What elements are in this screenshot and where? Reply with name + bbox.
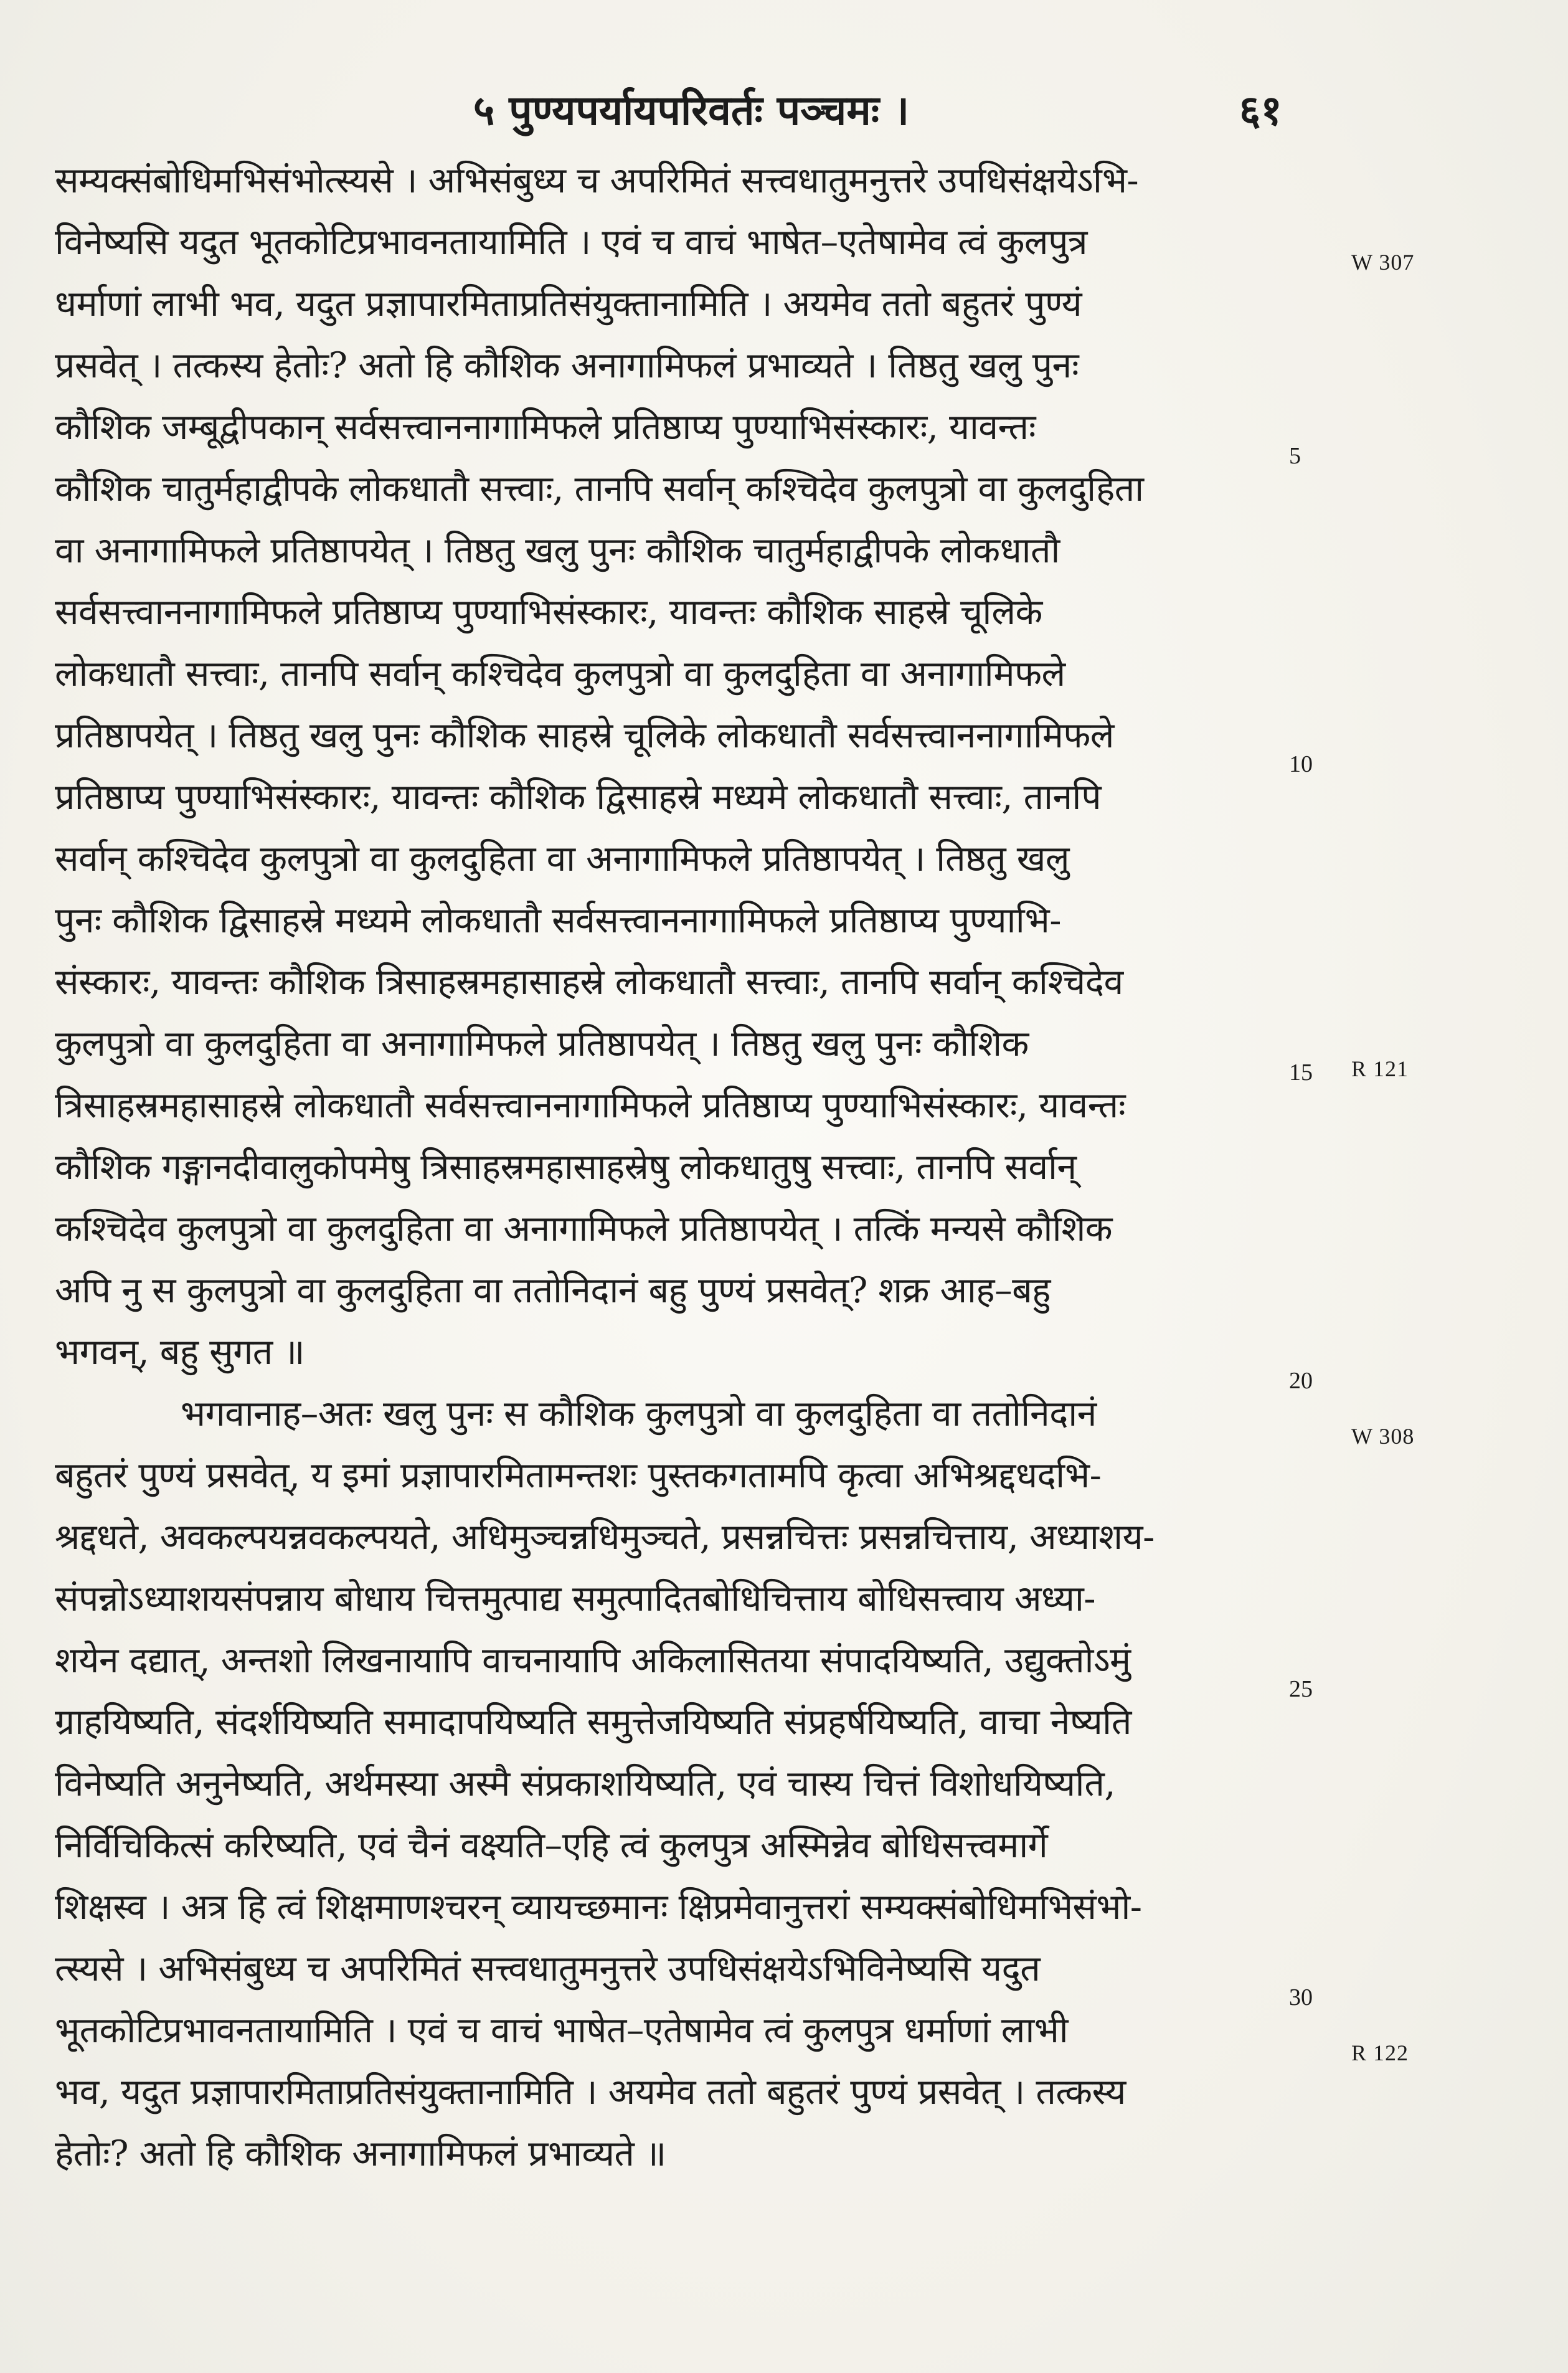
- text-line: हेतोः? अतो हि कौशिक अनागामिफलं प्रभाव्यते ॥: [55, 2133, 666, 2174]
- text-line: ग्राहयिष्यति, संदर्शयिष्यति समादापयिष्यति समुत्तेजयिष्यति संप्रहर्षयिष्यति, वाचा नेष्यति: [55, 1702, 1131, 1743]
- margin-ref: R 121: [1351, 1056, 1409, 1081]
- text-line: भूतकोटिप्रभावनतायामिति । एवं च वाचं भाषेत–एतेषामेव त्वं कुलपुत्र धर्माणां लाभी: [55, 2010, 1069, 2051]
- text-line: संपन्नोऽध्याशयसंपन्नाय बोधाय चित्तमुत्पाद्य समुत्पादितबोधिचित्ताय बोधिसत्त्वाय अध्या-: [55, 1578, 1096, 1619]
- line-number: 25: [1289, 1676, 1313, 1702]
- text-line: कौशिक जम्बूद्वीपकान् सर्वसत्त्वाननागामिफले प्रतिष्ठाप्य पुण्याभिसंस्कारः, यावन्तः: [55, 407, 1036, 448]
- line-number: 10: [1289, 751, 1313, 777]
- text-line: त्स्यसे । अभिसंबुध्य च अपरिमितं सत्त्वधातुमनुत्तरे उपधिसंक्षयेऽभिविनेष्यसि यदुत: [55, 1948, 1041, 1989]
- text-line: वा अनागामिफले प्रतिष्ठापयेत् । तिष्ठतु खलु पुनः कौशिक चातुर्महाद्वीपके लोकधातौ: [55, 530, 1060, 571]
- chapter-title: ५ पुण्यपर्यायपरिवर्तः पञ्चमः ।: [473, 86, 910, 135]
- text-line: बहुतरं पुण्यं प्रसवेत्, य इमां प्रज्ञापारमितामन्तशः पुस्तकगतामपि कृत्वा अभिश्रद्दधदभि-: [55, 1455, 1102, 1496]
- text-line: निर्विचिकित्सं करिष्यति, एवं चैनं वक्ष्यति–एहि त्वं कुलपुत्र अस्मिन्नेव बोधिसत्त्वमार्गे: [55, 1825, 1048, 1866]
- line-number: 20: [1289, 1368, 1313, 1394]
- text-line: त्रिसाहस्रमहासाहस्रे लोकधातौ सर्वसत्त्वाननागामिफले प्रतिष्ठाप्य पुण्याभिसंस्कारः, यावन्तः: [55, 1085, 1126, 1126]
- text-line: सर्वान् कश्चिदेव कुलपुत्रो वा कुलदुहिता वा अनागामिफले प्रतिष्ठापयेत् । तिष्ठतु खलु: [55, 838, 1070, 879]
- margin-ref: R 122: [1351, 2040, 1409, 2065]
- margin-ref: W 307: [1351, 250, 1415, 275]
- text-line: कुलपुत्रो वा कुलदुहिता वा अनागामिफले प्रतिष्ठापयेत् । तिष्ठतु खलु पुनः कौशिक: [55, 1023, 1029, 1064]
- text-line: विनेष्यति अनुनेष्यति, अर्थमस्या अस्मै संप्रकाशयिष्यति, एवं चास्य चित्तं विशोधयिष्यति,: [55, 1763, 1115, 1804]
- text-line: शयेन दद्यात्, अन्तशो लिखनायापि वाचनायापि अकिलासितया संपादयिष्यति, उद्युक्तोऽमुं: [55, 1640, 1131, 1681]
- text-line: सर्वसत्त्वाननागामिफले प्रतिष्ठाप्य पुण्याभिसंस्कारः, यावन्तः कौशिक साहस्रे चूलिके: [55, 592, 1042, 633]
- text-line: कौशिक चातुर्महाद्वीपके लोकधातौ सत्त्वाः, तानपि सर्वान् कश्चिदेव कुलपुत्रो वा कुलदुहिता: [55, 468, 1144, 509]
- text-line: भगवन्, बहु सुगत ॥: [55, 1332, 305, 1373]
- text-line: लोकधातौ सत्त्वाः, तानपि सर्वान् कश्चिदेव कुलपुत्रो वा कुलदुहिता वा अनागामिफले: [55, 653, 1065, 694]
- text-line: श्रद्दधते, अवकल्पयन्नवकल्पयते, अधिमुञ्चन्नधिमुञ्चते, प्रसन्नचित्तः प्रसन्नचित्ताय, अध्याशय-: [55, 1517, 1155, 1558]
- line-number: 5: [1289, 443, 1301, 469]
- page-number: ६१: [1239, 86, 1282, 135]
- margin-ref: W 308: [1351, 1424, 1415, 1449]
- text-line: कौशिक गङ्गानदीवालुकोपमेषु त्रिसाहस्रमहासाहस्रेषु लोकधातुषु सत्त्वाः, तानपि सर्वान्: [55, 1147, 1077, 1188]
- running-header: [0, 75, 1568, 137]
- text-line: पुनः कौशिक द्विसाहस्रे मध्यमे लोकधातौ सर्वसत्त्वाननागामिफले प्रतिष्ठाप्य पुण्याभि-: [55, 900, 1061, 941]
- text-line: भव, यदुत प्रज्ञापारमिताप्रतिसंयुक्तानामिति । अयमेव ततो बहुतरं पुण्यं प्रसवेत् । तत्कस्य: [55, 2072, 1126, 2113]
- line-number: 15: [1289, 1059, 1313, 1086]
- text-line: कश्चिदेव कुलपुत्रो वा कुलदुहिता वा अनागामिफले प्रतिष्ठापयेत् । तत्किं मन्यसे कौशिक: [55, 1208, 1113, 1249]
- paragraph-start-line: भगवानाह–अतः खलु पुनः स कौशिक कुलपुत्रो वा कुलदुहिता वा ततोनिदानं: [181, 1393, 1097, 1434]
- text-line: अपि नु स कुलपुत्रो वा कुलदुहिता वा ततोनिदानं बहु पुण्यं प्रसवेत्? शक्र आह–बहु: [55, 1270, 1051, 1311]
- text-line: शिक्षस्व । अत्र हि त्वं शिक्षमाणश्चरन् व्यायच्छमानः क्षिप्रमेवानुत्तरां सम्यक्संबोधिमभिसंभो-: [55, 1887, 1142, 1928]
- text-line: प्रसवेत् । तत्कस्य हेतोः? अतो हि कौशिक अनागामिफलं प्रभाव्यते । तिष्ठतु खलु पुनः: [55, 345, 1079, 386]
- line-number: 30: [1289, 1984, 1313, 2011]
- text-line: सम्यक्संबोधिमभिसंभोत्स्यसे । अभिसंबुध्य च अपरिमितं सत्त्वधातुमनुत्तरे उपधिसंक्षयेऽभि-: [55, 160, 1139, 201]
- text-line: धर्माणां लाभी भव, यदुत प्रज्ञापारमिताप्रतिसंयुक्तानामिति । अयमेव ततो बहुतरं पुण्यं: [55, 283, 1082, 324]
- text-line: संस्कारः, यावन्तः कौशिक त्रिसाहस्रमहासाहस्रे लोकधातौ सत्त्वाः, तानपि सर्वान् कश्चिदेव: [55, 962, 1123, 1003]
- text-line: विनेष्यसि यदुत भूतकोटिप्रभावनतायामिति । एवं च वाचं भाषेत–एतेषामेव त्वं कुलपुत्र: [55, 222, 1087, 263]
- text-line: प्रतिष्ठाप्य पुण्याभिसंस्कारः, यावन्तः कौशिक द्विसाहस्रे मध्यमे लोकधातौ सत्त्वाः, तानपि: [55, 777, 1102, 818]
- text-line: प्रतिष्ठापयेत् । तिष्ठतु खलु पुनः कौशिक साहस्रे चूलिके लोकधातौ सर्वसत्त्वाननागामिफले: [55, 715, 1114, 756]
